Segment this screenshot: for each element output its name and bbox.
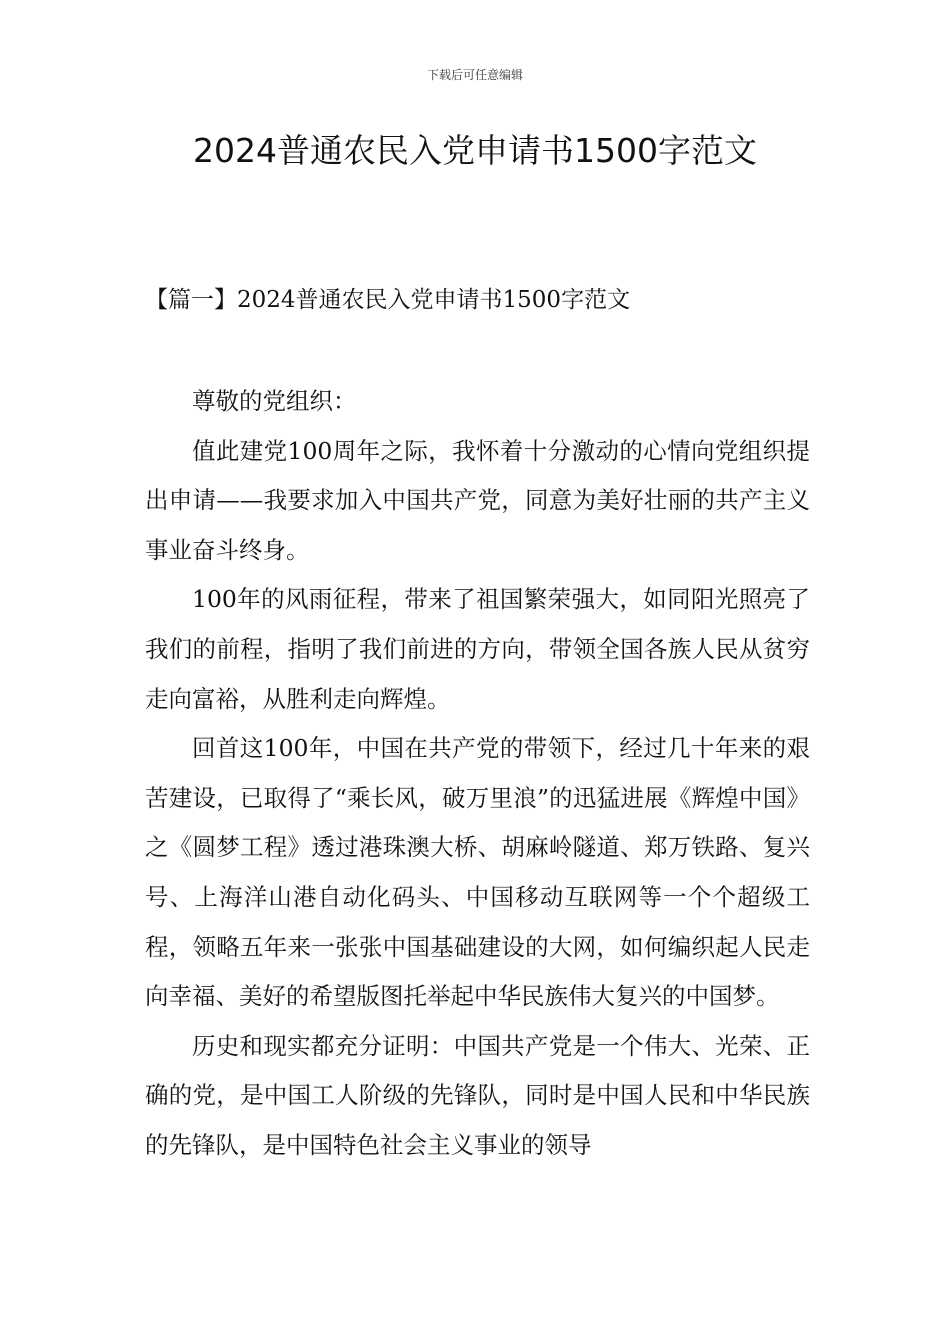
paragraph-1: 值此建党100周年之际，我怀着十分激动的心情向党组织提出申请——我要求加入中国共产党，同意为美好壮丽的共产主义事业奋斗终身。 [145, 436, 810, 564]
salutation: 尊敬的党组织： [192, 387, 357, 415]
document-body [145, 377, 810, 1171]
paragraph-3: 回首这100年，中国在共产党的带领下，经过几十年来的艰苦建设，已取得了“乘长风，破万里浪”的迅猛进展《辉煌中国》之《圆梦工程》透过港珠澳大桥、胡麻岭隧道、郑万铁路、复兴号、上海洋山港自动化码头、中国移动互联网等一个个超级工程，领略五年来一张张中国基础建设的大网，如何编织起人民走向幸福、美好的希望版图托举起中华民族伟大复兴的中国梦。 [145, 734, 810, 1011]
paragraph-2: 100年的风雨征程，带来了祖国繁荣强大，如同阳光照亮了我们的前程，指明了我们前进的方向，带领全国各族人民从贫穷走向富裕，从胜利走向辉煌。 [145, 585, 810, 713]
section-heading: 【篇一】2024普通农民入党申请书1500字范文 [145, 287, 631, 313]
header-note: 下载后可任意编辑 [426, 68, 523, 82]
document-title: 2024普通农民入党申请书1500字范文 [193, 131, 757, 170]
paragraph-4: 历史和现实都充分证明：中国共产党是一个伟大、光荣、正确的党，是中国工人阶级的先锋队，同时是中国人民和中华民族的先锋队，是中国特色社会主义事业的领导 [145, 1031, 810, 1159]
